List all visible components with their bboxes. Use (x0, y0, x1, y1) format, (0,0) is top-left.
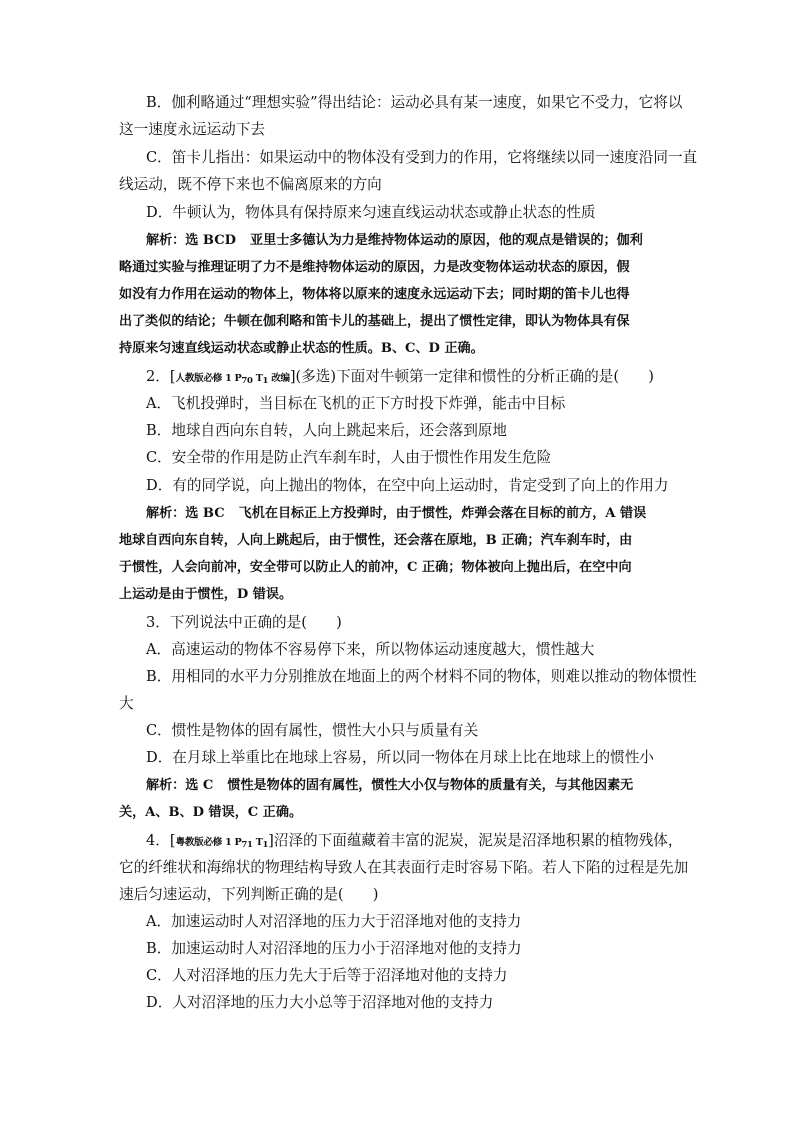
q2-analysis-text: 飞机在目标正上方投弹时，由于惯性，炸弹会落在目标的前方，A 错误 (238, 506, 647, 521)
q1-option-c-cont: 线运动，既不停下来也不偏离原来的方向 (119, 176, 382, 193)
q2-option-a: A．飞机投弹时，当目标在飞机的正下方时投下炸弹，能击中目标 (146, 395, 566, 412)
q1-analysis-line: 如没有力作用在运动的物体上，物体将以原来的速度永远运动下去；同时期的笛卡儿也得 (119, 287, 630, 302)
q1-analysis-text: 亚里士多德认为力是维持物体运动的原因，他的观点是错误的；伽利 (250, 233, 643, 248)
q3-analysis-text: 惯性是物体的固有属性，惯性大小仅与物体的质量有关，与其他因素无 (227, 778, 634, 793)
q1-option-d: D．牛顿认为，物体具有保持原来匀速直线运动状态或静止状态的性质 (146, 204, 596, 221)
q2-answer-choice: 解析：选 BC (146, 506, 225, 521)
q4-stem-cont: 它的纤维状和海绵状的物理结构导致人在其表面行走时容易下陷。若人下陷的过程是先加 (119, 859, 689, 876)
q1-answer-choice: 解析：选 BCD (146, 233, 237, 248)
q3-option-b: B．用相同的水平力分别推放在地面上的两个材料不同的物体，则难以推动的物体惯性 (146, 668, 697, 685)
q2-source: 人教版必修 1 P70 T1 改编 (175, 373, 290, 386)
q1-analysis (146, 230, 643, 252)
q2-stem (146, 366, 654, 392)
q2-option-d: D．有的同学说，向上抛出的物体，在空中向上运动时，肯定受到了向上的作用力 (146, 477, 669, 494)
q4-source: 粤教版必修 1 P71 T1 (175, 837, 269, 850)
q4-option-a: A．加速运动时人对沼泽地的压力大于沼泽地对他的支持力 (146, 913, 522, 930)
q3-option-d: D．在月球上举重比在地球上容易，所以同一物体在月球上比在地球上的惯性小 (146, 749, 654, 766)
q2-option-c: C．安全带的作用是防止汽车刹车时，人由于惯性作用发生危险 (146, 449, 552, 466)
q3-analysis-line: 关，A、B、D 错误，C 正确。 (119, 805, 303, 820)
q1-option-b: B．伽利略通过“理想实验”得出结论：运动必具有某一速度，如果它不受力，它将以 (146, 94, 683, 111)
q4-number: 4．[ (146, 832, 176, 849)
q4-option-d: D．人对沼泽地的压力大小总等于沼泽地对他的支持力 (146, 994, 494, 1011)
q1-option-b-cont: 这一速度永远运动下去 (119, 121, 265, 138)
q2-number: 2．[ (146, 368, 176, 385)
q2-question-text: ](多选)下面对牛顿第一定律和惯性的分析正确的是( ) (289, 368, 654, 385)
q3-option-b-cont: 大 (119, 695, 134, 712)
q3-option-c: C．惯性是物体的固有属性，惯性大小只与质量有关 (146, 722, 479, 739)
q2-analysis-line: 于惯性，人会向前冲，安全带可以防止人的前冲，C 正确；物体被向上抛出后，在空中向 (119, 560, 632, 575)
q4-option-c: C．人对沼泽地的压力先大于后等于沼泽地对他的支持力 (146, 967, 508, 984)
q2-analysis-line: 上运动是由于惯性，D 错误。 (119, 587, 293, 602)
q1-analysis-line: 持原来匀速直线运动状态或静止状态的性质。B、C、D 正确。 (119, 341, 484, 356)
q2-option-b: B．地球自西向东自转，人向上跳起来后，还会落到原地 (146, 422, 507, 439)
q4-question-text: ]沼泽的下面蕴藏着丰富的泥炭，泥炭是沼泽地积累的植物残体， (268, 832, 683, 849)
q1-option-c: C．笛卡儿指出：如果运动中的物体没有受到力的作用，它将继续以同一速度沿同一直 (146, 149, 698, 166)
q4-stem (146, 830, 683, 856)
q3-answer-choice: 解析：选 C (146, 778, 214, 793)
q2-analysis (146, 503, 646, 525)
q1-analysis-line: 出了类似的结论；牛顿在伽利略和笛卡儿的基础上，提出了惯性定律，即认为物体具有保 (119, 314, 630, 329)
q1-analysis-line: 略通过实验与推理证明了力不是维持物体运动的原因，力是改变物体运动状态的原因，假 (119, 260, 630, 275)
q3-analysis (146, 775, 633, 797)
q3-stem: 3．下列说法中正确的是( ) (146, 614, 342, 631)
q4-option-b: B．加速运动时人对沼泽地的压力小于沼泽地对他的支持力 (146, 940, 522, 957)
q2-analysis-line: 地球自西向东自转，人向上跳起后，由于惯性，还会落在原地，B 正确；汽车刹车时，由 (119, 533, 633, 548)
q4-stem-cont: 速后匀速运动，下列判断正确的是( ) (119, 886, 379, 903)
q3-option-a: A．高速运动的物体不容易停下来，所以物体运动速度越大，惯性越大 (146, 641, 595, 658)
